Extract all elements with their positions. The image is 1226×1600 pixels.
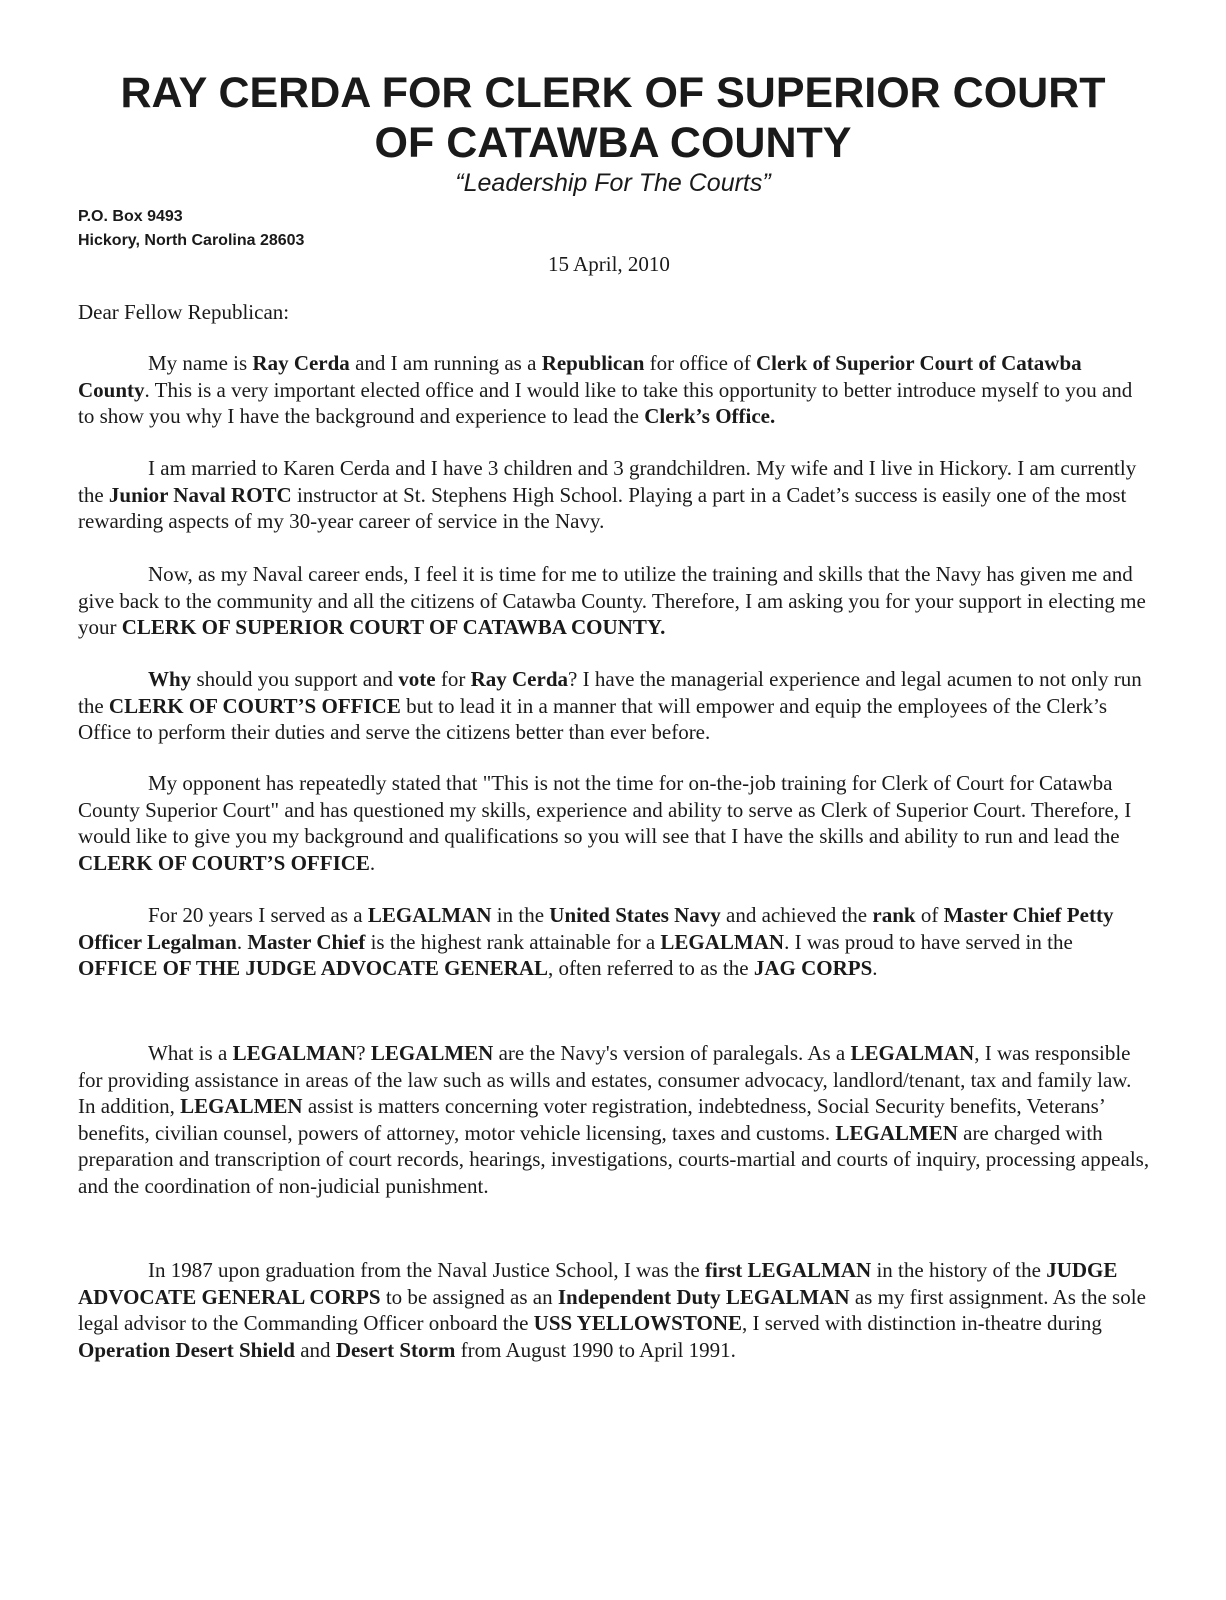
letter-date: 15 April, 2010 — [548, 252, 670, 276]
letterhead-title-line1: RAY CERDA FOR CLERK OF SUPERIOR COURT — [120, 69, 1106, 117]
paragraph-5: My opponent has repeatedly stated that "This is not the time for on-the-job training for Clerk of Court for Catawba County Superior Court" and has questioned my skills, experience and ability to serve as Clerk of Superior Court. Therefore, I would like to give you my background and qualifications so you will see that I have the skills and ability to run and lead the CLERK OF COURT’S OFFICE. — [78, 771, 1132, 875]
return-address — [78, 205, 304, 253]
paragraph-4: Why should you support and vote for Ray Cerda? I have the managerial experience and legal acumen to not only run the CLERK OF COURT’S OFFICE but to lead it in a manner that will empower and equip the employees of the Clerk’s Office to perform their duties and serve the citizens better than ever before. — [78, 667, 1142, 744]
letterhead-title-line2: OF CATAWBA COUNTY — [374, 119, 852, 167]
letterhead-tagline: “Leadership For The Courts” — [455, 169, 771, 197]
salutation: Dear Fellow Republican: — [78, 300, 290, 324]
paragraph-3: Now, as my Naval career ends, I feel it is time for me to utilize the training and skills that the Navy has given me and give back to the community and all the citizens of Catawba County. Therefore, I am asking you for your support in electing me your CLERK OF SUPERIOR COURT OF CATAWBA COUNTY. — [78, 562, 1146, 639]
paragraph-8: In 1987 upon graduation from the Naval Justice School, I was the first LEGALMAN in the history of the JUDGE ADVOCATE GENERAL CORPS to be assigned as an Independent Duty LEGALMAN as my first assignment. As the sole legal advisor to the Commanding Officer onboard the USS YELLOWSTONE, I served with distinction in-theatre during Operation Desert Shield and Desert Storm from August 1990 to April 1991. — [78, 1258, 1146, 1362]
paragraph-2: I am married to Karen Cerda and I have 3 children and 3 grandchildren. My wife and I live in Hickory. I am currently the Junior Naval ROTC instructor at St. Stephens High School. Playing a part in a Cadet’s success is easily one of the most rewarding aspects of my 30-year career of service in the Navy. — [78, 456, 1137, 533]
paragraph-1: My name is Ray Cerda and I am running as a Republican for office of Clerk of Superior Court of Catawba County. This is a very important elected office and I would like to take this opportunity to better introduce myself to you and to show you why I have the background and experience to lead the Clerk’s Office. — [78, 351, 1133, 428]
address-line2: Hickory, North Carolina 28603 — [78, 232, 305, 249]
paragraph-6: For 20 years I served as a LEGALMAN in the United States Navy and achieved the rank of Master Chief Petty Officer Legalman. Master Chief is the highest rank attainable for a LEGALMAN. I was proud to have served in the OFFICE OF THE JUDGE ADVOCATE GENERAL, often referred to as the JAG CORPS. — [78, 903, 1114, 980]
address-line1: P.O. Box 9493 — [78, 208, 183, 225]
paragraph-7: What is a LEGALMAN? LEGALMEN are the Navy's version of paralegals. As a LEGALMAN, I was responsible for providing assistance in areas of the law such as wills and estates, consumer advocacy, landlord/tenant, tax and family law. In addition, LEGALMEN assist is matters concerning voter registration, indebtedness, Social Security benefits, Veterans’ benefits, civilian counsel, powers of attorney, motor vehicle licensing, taxes and customs. LEGALMEN are charged with preparation and transcription of court records, hearings, investigations, courts-martial and courts of inquiry, processing appeals, and the coordination of non-judicial punishment. — [78, 1041, 1150, 1198]
